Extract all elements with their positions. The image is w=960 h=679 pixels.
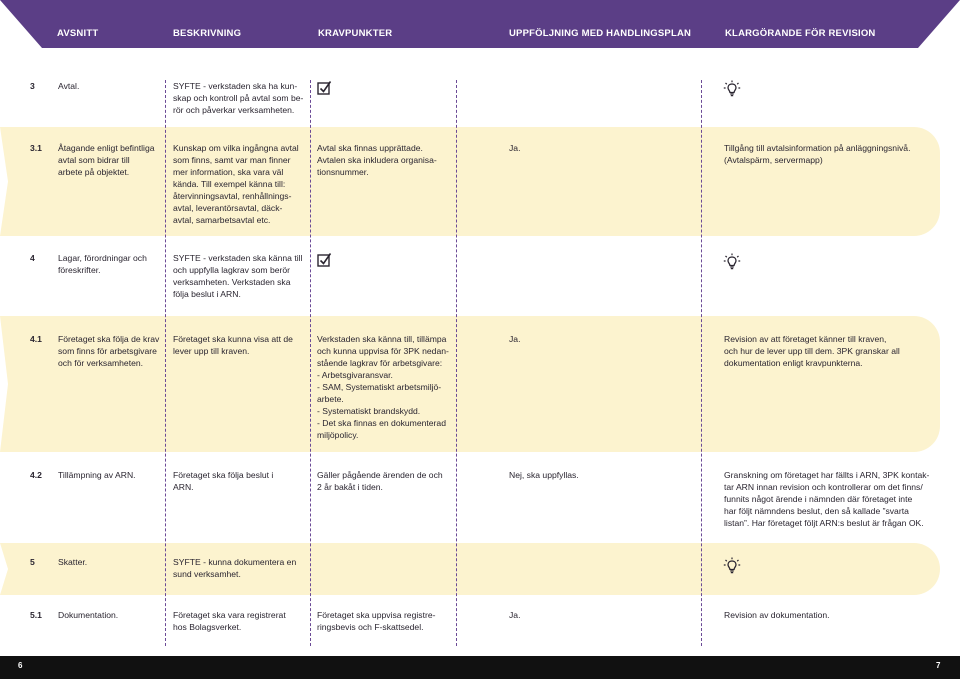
cell-revision: Revision av att företaget känner till kraven, och hur de lever upp till dem. 3PK granskar all dokumentation enligt kravpunkterna.	[724, 334, 900, 368]
cell-revision: Tillgång till avtalsinformation på anläggningsnivå. (Avtalspärm, servermapp)	[724, 143, 911, 165]
column-header-beskrivning: BESKRIVNING	[173, 28, 242, 39]
cell-beskrivning: SYFTE - kunna dokumentera en sund verksamhet.	[173, 557, 297, 579]
column-header-revision: KLARGÖRANDE FÖR REVISION	[725, 28, 876, 39]
cell-revision: Revision av dokumentation.	[724, 610, 830, 620]
checkbox-icon	[317, 252, 332, 267]
cell-avsnitt: Dokumentation.	[58, 610, 119, 620]
lightbulb-icon	[723, 557, 741, 575]
cell-uppfoljning: Ja.	[509, 334, 521, 344]
lightbulb-icon	[723, 253, 741, 271]
cell-beskrivning: SYFTE - verkstaden ska känna till och uppfylla lagkrav som berör verksamheten. Verkstaden ska följa beslut i ARN.	[173, 253, 303, 299]
column-divider	[456, 80, 457, 646]
cell-kravpunkter: Gäller pågående ärenden de och 2 år bakåt i tiden.	[317, 470, 443, 492]
lightbulb-icon	[723, 80, 741, 98]
cell-uppfoljning: Ja.	[509, 143, 521, 153]
row-number: 4	[30, 253, 35, 263]
row-number: 4.2	[30, 470, 42, 480]
column-header-kravpunkter: KRAVPUNKTER	[318, 28, 393, 39]
header-bar	[0, 0, 960, 48]
cell-kravpunkter: Avtal ska finnas upprättade. Avtalen ska inkludera organisa- tionsnummer.	[317, 143, 437, 177]
page-number-right: 7	[936, 661, 941, 670]
cell-beskrivning: Företaget ska kunna visa att de lever upp till kraven.	[173, 334, 293, 356]
cell-avsnitt: Lagar, förordningar och föreskrifter.	[58, 253, 147, 275]
cell-avsnitt: Åtagande enligt befintliga avtal som bidrar till arbete på objektet.	[58, 143, 155, 177]
column-divider	[165, 80, 166, 646]
cell-avsnitt: Skatter.	[58, 557, 88, 567]
cell-revision: Granskning om företaget har fällts i ARN, 3PK kontak- tar ARN innan revision och kontrollerar om det finns/ funnits något ärende i nämnden där företaget inte har följt nämndens beslut, den så kallade ”svarta listan”. Har företaget följt ARN:s beslut är frågan OK.	[724, 470, 930, 528]
column-header-uppfoljning: UPPFÖLJNING MED HANDLINGSPLAN	[509, 28, 692, 39]
cell-kravpunkter: Verkstaden ska känna till, tillämpa och kunna uppvisa för 3PK nedan- stående lagkrav för arbetsgivare: - Arbetsgivaransvar. - SAM, Systematiskt arbetsmiljö- arbete. - Systematiskt brandskydd. - Det ska finnas en dokumenterad miljöpolicy.	[317, 334, 449, 440]
page-number-left: 6	[18, 661, 23, 670]
column-header-avsnitt: AVSNITT	[57, 28, 99, 39]
cell-avsnitt: Avtal.	[58, 81, 80, 91]
cell-avsnitt: Tillämpning av ARN.	[58, 470, 136, 480]
row-band-5	[20, 543, 940, 595]
cell-beskrivning: Kunskap om vilka ingångna avtal som finns, samt var man finner mer information, ska vara väl kända. Till exempel känna till: återvinningsavtal, renhållnings- avtal, leverantörsavtal, däck- avtal, samarbetsavtal etc.	[173, 143, 299, 225]
cell-uppfoljning: Nej, ska uppfyllas.	[509, 470, 579, 480]
footer-bar	[0, 656, 960, 679]
cell-beskrivning: Företaget ska följa beslut i ARN.	[173, 470, 274, 492]
row-number: 3	[30, 81, 35, 91]
row-number: 5.1	[30, 610, 42, 620]
row-number: 5	[30, 557, 35, 567]
cell-beskrivning: Företaget ska vara registrerat hos Bolagsverket.	[173, 610, 286, 632]
row-number: 3.1	[30, 143, 42, 153]
column-divider	[701, 80, 702, 646]
checkbox-icon	[317, 80, 332, 95]
column-divider	[310, 80, 311, 646]
cell-avsnitt: Företaget ska följa de krav som finns för arbetsgivare och för verksamheten.	[58, 334, 160, 368]
cell-kravpunkter: Företaget ska uppvisa registre- ringsbevis och F-skattsedel.	[317, 610, 436, 632]
cell-beskrivning: SYFTE - verkstaden ska ha kun- skap och kontroll på avtal som be- rör och påverkar verksamheten.	[173, 81, 304, 115]
cell-uppfoljning: Ja.	[509, 610, 521, 620]
row-number: 4.1	[30, 334, 42, 344]
